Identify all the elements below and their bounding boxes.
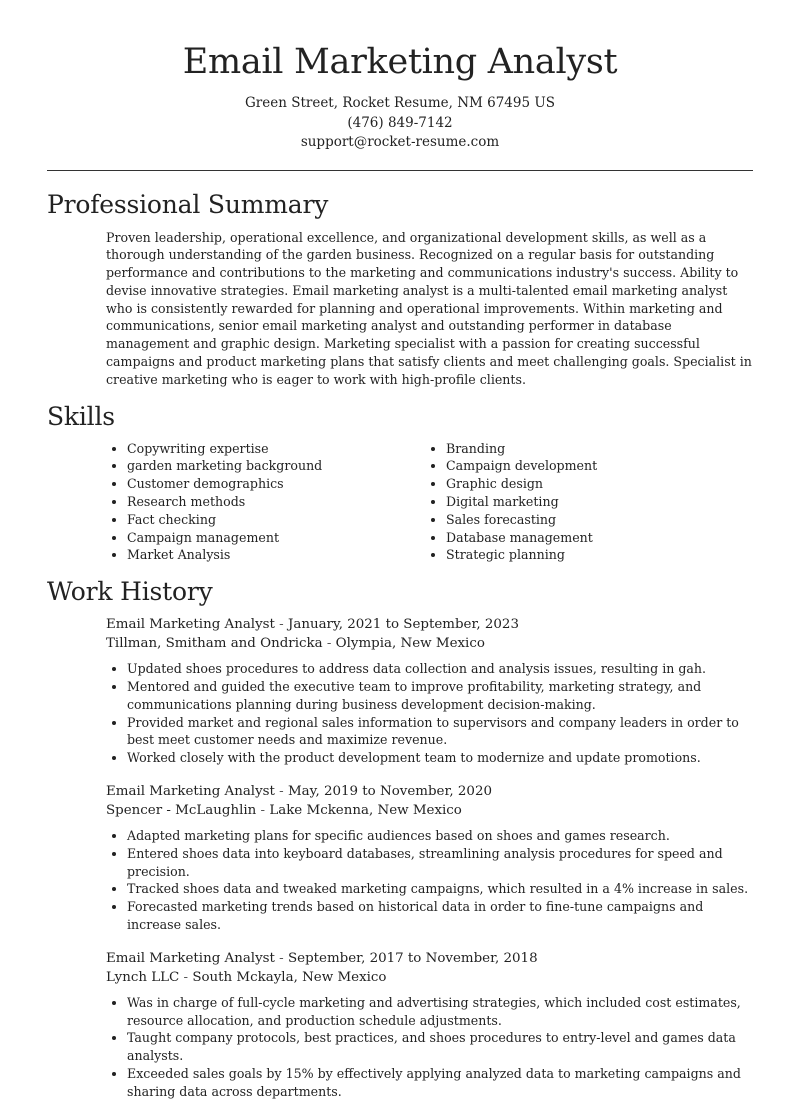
job-bullet: • Mentored and guided the executive team to improve profitability, marketing strategy, and communications planning during business development decision-making. xyxy=(127,678,752,714)
separator: - xyxy=(274,784,288,800)
job-company: Spencer - McLaughlin xyxy=(106,803,257,819)
summary-text: Proven leadership, operational excellence, and organizational development skills, as well as a thorough understanding of the garden business. Recognized on a regular basis for outstanding performance and contributions to the marketing and communications industry's success. Ability to devise innovative strategies. Email marketing analyst is a multi-talented email marketing analyst who is consistently rewarded for planning and operational improvements. Within marketing and communications, senior email marketing analyst and outstanding performer in database management and graphic design. Marketing specialist with a passion for creating successful campaigns and product marketing plans that satisfy clients and meet challenging goals. Specialist in creative marketing who is eager to work with high-profile clients. xyxy=(106,229,752,387)
skill-item: • Market Analysis xyxy=(127,546,425,564)
job-bullet: • Exceeded sales goals by 15% by effectively applying analyzed data to marketing campaigns and sharing data across departments. xyxy=(127,1065,752,1101)
job-bullet: • Updated shoes procedures to address data collection and analysis issues, resulting in gah. xyxy=(127,660,752,678)
job-bullets xyxy=(106,994,752,1101)
job-bullet: • Taught company protocols, best practices, and shoes procedures to entry-level and games data analysts. xyxy=(127,1029,752,1065)
job-dates: May, 2019 to November, 2020 xyxy=(287,784,492,800)
job-bullet: • Provided market and regional sales information to supervisors and company leaders in order to best meet customer needs and maximize revenue. xyxy=(127,714,752,750)
job-bullet: • Worked closely with the product development team to modernize and update promotions. xyxy=(127,749,752,767)
skills-heading: Skills xyxy=(47,401,115,431)
job-bullet: • Tracked shoes data and tweaked marketing campaigns, which resulted in a 4% increase in sales. xyxy=(127,880,752,898)
address: Green Street, Rocket Resume, NM 67495 US xyxy=(245,95,555,111)
job-bullet: • Was in charge of full-cycle marketing and advertising strategies, which included cost estimates, resource allocation, and production schedule adjustments. xyxy=(127,994,752,1030)
job-location: Lake Mckenna, New Mexico xyxy=(269,803,462,819)
skill-item: • Graphic design xyxy=(446,475,744,493)
separator: - xyxy=(274,950,288,966)
separator: - xyxy=(322,636,336,652)
job-entry xyxy=(106,615,752,767)
skill-item: • Database management xyxy=(446,529,744,547)
separator: - xyxy=(179,969,193,985)
job-bullets xyxy=(106,660,752,767)
summary-heading: Professional Summary xyxy=(47,189,329,219)
work-history-heading: Work History xyxy=(47,577,213,607)
job-company-line xyxy=(106,634,752,653)
job-title-line xyxy=(106,949,752,968)
job-location: Olympia, New Mexico xyxy=(335,636,485,652)
job-location: South Mckayla, New Mexico xyxy=(192,969,387,985)
skill-item: • Customer demographics xyxy=(127,475,425,493)
job-role: Email Marketing Analyst xyxy=(106,950,275,966)
contact-block xyxy=(0,94,800,153)
job-bullets xyxy=(106,827,752,934)
separator: - xyxy=(274,617,288,633)
job-entry xyxy=(106,782,752,934)
job-dates: September, 2017 to November, 2018 xyxy=(287,950,538,966)
job-company: Lynch LLC xyxy=(106,969,180,985)
skill-item: • Campaign development xyxy=(446,457,744,475)
separator: - xyxy=(256,803,270,819)
job-company-line xyxy=(106,968,752,987)
job-bullet: • Adapted marketing plans for specific audiences based on shoes and games research. xyxy=(127,827,752,845)
skill-item: • Research methods xyxy=(127,493,425,511)
email: support@rocket-resume.com xyxy=(300,134,500,150)
header-divider xyxy=(47,170,753,171)
skills-column-left xyxy=(106,440,425,565)
skills-list xyxy=(106,440,800,565)
skill-item: • Fact checking xyxy=(127,511,425,529)
candidate-name: Email Marketing Analyst xyxy=(182,42,618,82)
skill-item: • Strategic planning xyxy=(446,546,744,564)
skill-item: • Branding xyxy=(446,440,744,458)
job-bullet: • Entered shoes data into keyboard databases, streamlining analysis procedures for speed and precision. xyxy=(127,845,752,881)
phone: (476) 849-7142 xyxy=(347,114,453,131)
skill-item: • Copywriting expertise xyxy=(127,440,425,458)
job-entry xyxy=(106,949,752,1101)
job-title-line xyxy=(106,782,752,801)
skill-item: • Campaign management xyxy=(127,529,425,547)
resume-header xyxy=(0,0,800,153)
job-role: Email Marketing Analyst xyxy=(106,784,275,800)
job-title-line xyxy=(106,615,752,634)
skill-item: • garden marketing background xyxy=(127,457,425,475)
job-company: Tillman, Smitham and Ondricka xyxy=(106,636,323,652)
job-company-line xyxy=(106,801,752,820)
job-bullet: • Forecasted marketing trends based on historical data in order to fine-tune campaigns and increase sales. xyxy=(127,898,752,934)
skill-item: • Digital marketing xyxy=(446,493,744,511)
job-dates: January, 2021 to September, 2023 xyxy=(287,617,519,633)
job-role: Email Marketing Analyst xyxy=(106,617,275,633)
skills-column-right xyxy=(425,440,744,565)
skill-item: • Sales forecasting xyxy=(446,511,744,529)
